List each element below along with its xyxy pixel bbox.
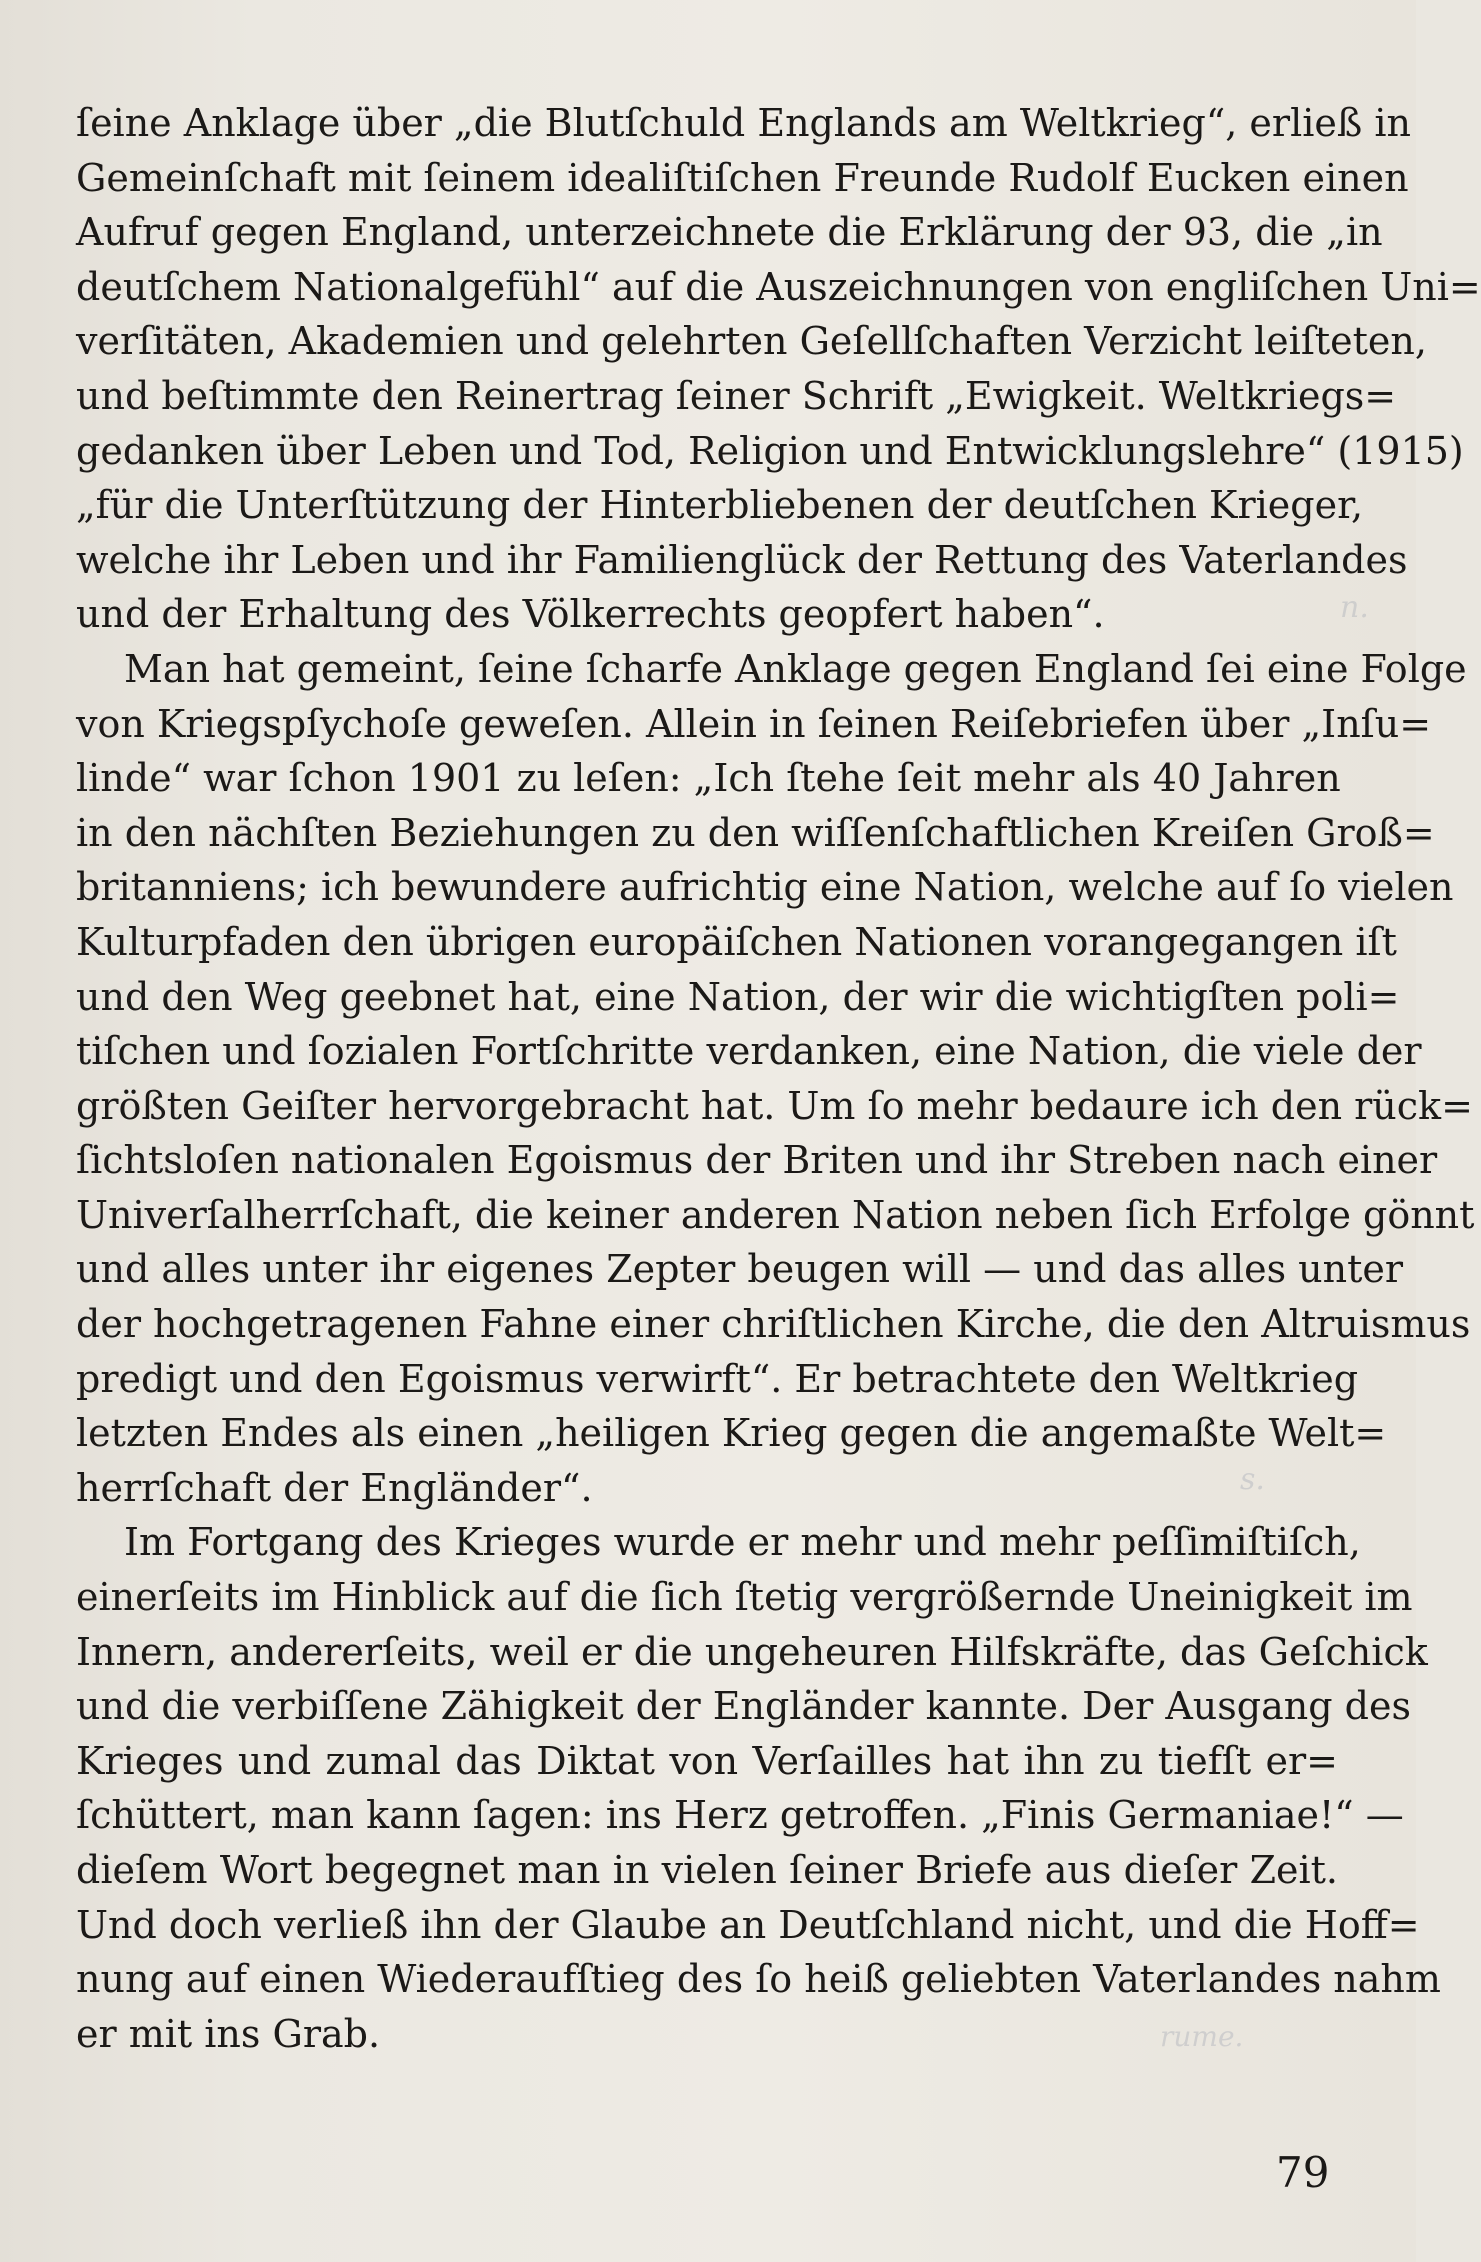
text-line: tiſchen und ſozialen Fortſchritte verdanken, eine Nation, die viele der	[76, 1029, 1422, 1074]
text-line: Gemeinſchaft mit ſeinem idealiſtiſchen Freunde Rudolf Eucken einen	[76, 155, 1409, 200]
text-line: in den nächſten Beziehungen zu den wiſſenſchaftlichen Kreiſen Groß=	[76, 810, 1435, 855]
text-line: Im Fortgang des Krieges wurde er mehr und mehr peſſimiſtiſch,	[124, 1520, 1361, 1565]
text-line: ſchüttert, man kann ſagen: ins Herz getroffen. „Finis Germaniae!“ —	[76, 1793, 1404, 1838]
text-line: Krieges und zumal das Diktat von Verſailles hat ihn zu tiefſt er=	[76, 1738, 1338, 1783]
body-text	[76, 96, 1481, 2061]
text-line: ſeine Anklage über „die Blutſchuld Englands am Weltkrieg“, erließ in	[76, 101, 1411, 145]
show-through-text: n.	[1340, 590, 1369, 625]
text-line: deutſchem Nationalgefühl“ auf die Auszeichnungen von engliſchen Uni=	[76, 264, 1481, 309]
text-line: und beſtimmte den Reinertrag ſeiner Schrift „Ewigkeit. Weltkriegs=	[76, 373, 1397, 418]
text-line: Man hat gemeint, ſeine ſcharfe Anklage gegen England ſei eine Folge	[124, 646, 1467, 691]
text-line: britanniens; ich bewundere aufrichtig eine Nation, welche auf ſo vielen	[76, 865, 1454, 910]
text-line: Aufruf gegen England, unterzeichnete die Erklärung der 93, die „in	[76, 210, 1383, 255]
text-line: letzten Endes als einen „heiligen Krieg gegen die angemaßte Welt=	[76, 1411, 1387, 1456]
text-line: gedanken über Leben und Tod, Religion und Entwicklungslehre“ (1915)	[76, 428, 1464, 473]
text-line: nung auf einen Wiederaufſtieg des ſo heiß geliebten Vaterlandes nahm	[76, 1957, 1441, 2002]
text-line: und die verbiſſene Zähigkeit der Engländer kannte. Der Ausgang des	[76, 1684, 1411, 1729]
text-line: welche ihr Leben und ihr Familienglück der Rettung des Vaterlandes	[76, 537, 1408, 582]
text-line: herrſchaft der Engländer“.	[76, 1465, 593, 1510]
show-through-text: s.	[1240, 1462, 1265, 1497]
text-line: und der Erhaltung des Völkerrechts geopfert haben“.	[76, 592, 1105, 637]
text-line: verſitäten, Akademien und gelehrten Geſellſchaften Verzicht leiſteten,	[76, 319, 1427, 364]
text-line: Und doch verließ ihn der Glaube an Deutſchland nicht, und die Hoff=	[76, 1902, 1420, 1947]
text-line: ſichtsloſen nationalen Egoismus der Briten und ihr Streben nach einer	[76, 1138, 1438, 1183]
text-line: einerſeits im Hinblick auf die ſich ſtetig vergrößernde Uneinigkeit im	[76, 1575, 1413, 1620]
text-line: predigt und den Egoismus verwirft“. Er betrachtete den Weltkrieg	[76, 1356, 1359, 1401]
text-line: der hochgetragenen Fahne einer chriſtlichen Kirche, die den Altruismus	[76, 1302, 1471, 1347]
text-line: dieſem Wort begegnet man in vielen ſeiner Briefe aus dieſer Zeit.	[76, 1848, 1338, 1892]
text-line: Kulturpfaden den übrigen europäiſchen Nationen vorangegangen iſt	[76, 919, 1397, 964]
text-line: „für die Unterſtützung der Hinterbliebenen der deutſchen Krieger,	[76, 483, 1364, 528]
show-through-text: rume.	[1160, 2020, 1244, 2053]
text-line: und den Weg geebnet hat, eine Nation, der wir die wichtigſten poli=	[76, 974, 1400, 1019]
text-line: von Kriegspſychoſe geweſen. Allein in ſeinen Reiſebriefen über „Inſu=	[76, 701, 1432, 746]
text-line: Innern, andererſeits, weil er die ungeheuren Hilfskräfte, das Geſchick	[76, 1629, 1428, 1674]
page-number: 79	[1276, 2148, 1330, 2197]
text-line: größten Geiſter hervorgebracht hat. Um ſo mehr bedaure ich den rück=	[76, 1083, 1473, 1128]
text-line: er mit ins Grab.	[76, 2011, 381, 2056]
text-line: und alles unter ihr eigenes Zepter beugen will — und das alles unter	[76, 1247, 1404, 1292]
text-line: linde“ war ſchon 1901 zu leſen: „Ich ſtehe ſeit mehr als 40 Jahren	[76, 756, 1341, 801]
text-line: Univerſalherrſchaft, die keiner anderen Nation neben ſich Erfolge gönnt	[76, 1192, 1475, 1237]
